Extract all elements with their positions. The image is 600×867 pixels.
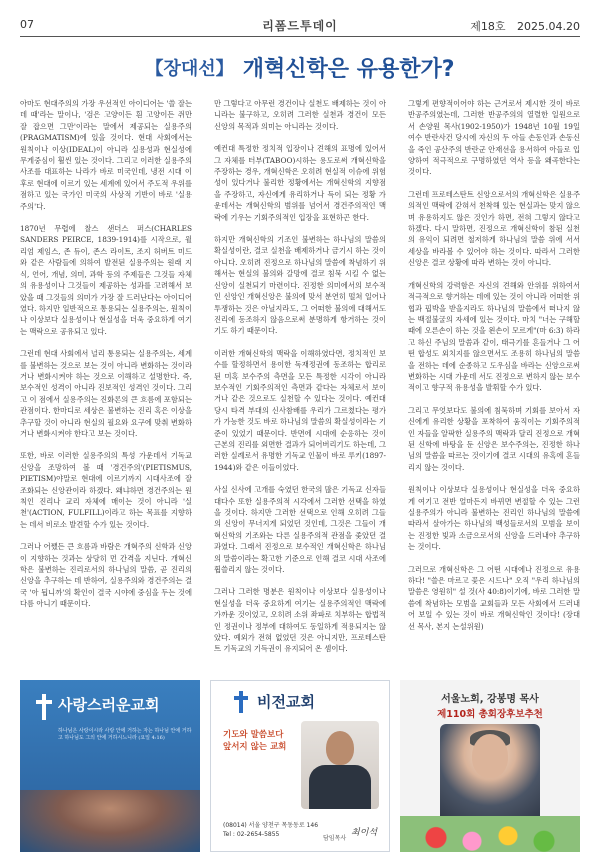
page-number: 07 bbox=[20, 18, 34, 31]
pastor-label: 담임목사 bbox=[323, 835, 347, 842]
ad-candidate-recommendation[interactable] bbox=[400, 680, 580, 852]
slogan-line-2: 앞서지 않는 교회 bbox=[223, 742, 287, 752]
church-address bbox=[223, 821, 318, 839]
church-slogan bbox=[223, 729, 286, 753]
paragraph: 또한, 바로 이러한 실용주의의 특성 가운데서 기독교 신앙을 조망하여 볼 때 '경건주의'(PIETISMUS, PIETISM)야말로 현대에 이르기까지 시대사조에 잘 조화되는 신앙관이라 하겠다. 왜냐하면 경건주의는 원칙인 진리나 교리 자체에 매이는 것이 아니라 '실천'(ACTION, FULFILL)이라고 하는 목표를 지향하는 데서 비로소 발견할 수가 있는 것이다. bbox=[20, 451, 192, 529]
cross-icon bbox=[34, 694, 54, 720]
telephone: Tel : 02-2654-5855 bbox=[223, 831, 280, 838]
pastor-signature: 최이석 bbox=[351, 828, 378, 838]
issue-date: 2025.04.20 bbox=[517, 20, 580, 33]
column-2 bbox=[214, 98, 386, 673]
paragraph: 아마도 현대주의의 가장 우선적인 아이디어는 '쓸 잘는데 때'라는 말이나, '검은 고양이든 흰 고양이든 쥐만 잘 잡으면 그만'이라는 말에서 제공되는 실용주의(PRAGMATISM)에 있을 것이다. 현대 사회에서는 원칙이나 이상(IDEAL)이 아니라 실용성과 현실성에 무게중심이 훨씬 있는 것이다. 그리고 이러한 실용주의 사조를 대표하는 나라가 바로 미국인데, 냉전 시대 이후로 현대에 이르기 있는 세계에 있어서 주도적 우위를 점하고 있는 국가인 미국의 사상적 기반이 바로 '실용주의'다. bbox=[20, 99, 192, 211]
paragraph: 만 그렇다고 아무런 경건이나 실천도 배제하는 것이 아니라는 불구하고, 오히려 그러한 실천과 경건이 모든 신앙의 목적과 의미는 아니라는 것이다. bbox=[214, 99, 386, 131]
church-name: 비전교회 bbox=[257, 693, 315, 711]
paragraph: 그리고 무엇보다도 불의에 침묵하며 기회를 보아서 자신에게 유리한 상황을 포착하여 움직이는 기회주의적인 자들을 알팍한 실용주의 맥락과 달리 진정으로 개혁된 신학에 바탕을 둔 신앙은 보수주의는, 진정한 하나님의 말씀을 따르는 것이기에 결코 시대의 유혹에 흔들리지 않는 것이다. bbox=[408, 405, 580, 472]
column-3 bbox=[408, 98, 580, 673]
presbytery-name: 서울노회, 강봉명 목사 bbox=[441, 694, 539, 705]
photo-body bbox=[309, 765, 371, 809]
page-header bbox=[20, 14, 580, 36]
paragraph: 하지만 개혁신학의 기조인 불변하는 하나님의 말씀의 확실성이란, 결코 실천을 배제하거나 금기시 하는 것이 아니다. 오히려 진정으로 하나님의 말씀에 착념하기 위해서는 현실의 불의와 갈망에 결코 침묵 시킬 수 없는 신앙이 실천되기 마련이다. 진정한 의미에서의 보수적인 신앙인 개혁신앙은 불의에 맞서 분연히 떨쳐 일어나 투쟁하는 것은 아닐지라도, 그 어떠한 불의에 대해서도 진리에 동조하지 않음으로써 분명하게 항거하는 것이기도 하기 때문이다. bbox=[214, 235, 386, 336]
paragraph: 그렇게 편향적이어야 하는 근거로서 제시한 것이 바로 반공주의였는데, 그러한 반공주의의 열렬한 일원으로서 손양원 목사(1902-1950)가 1948년 10월 19일 여수 반란사건 당시에 자신의 두 아들 손동인과 손동신을 죽인 공산주의 반란군 안재선을 용서하여 아들로 입양하여 적극적으로 구명하였던 역사 등을 왜곡한다는 것이다. bbox=[408, 99, 580, 177]
paragraph: 개혁신학의 강력함은 자신의 견해와 안위를 위하여서 적극적으로 향거하는 데에 있는 것이 아니라 어떠한 위협과 핍박을 받을지라도 하나님의 말씀에서 떠나지 않는 백절불굴의 자세에 있는 것이다. 마치 "너는 구해할 때에 오른손이 하는 것을 왼손이 모르게"(마 6:3) 하라고 하신 주님의 말씀과 같이, 태극기를 흔들거나 그 어떤 합성도 외치지를 않으면서도 조용히 하나님의 말씀을 전하는 데에 순종하고 도우심을 바라는 신앙으로써 변화하는 시대 가운데 서도 진정으로 변하지 않는 보수적이고 향구적 유용성을 발휘할 수가 있다. bbox=[408, 280, 580, 393]
issue-info bbox=[462, 18, 580, 34]
bible-verse: 하나님은 사랑이시라 사랑 안에 거하는 자는 하나님 안에 거하고 하나님도 그의 안에 거하시느니라 (요일 4:16) bbox=[58, 728, 192, 741]
paragraph: 그러나 그러한 명분은 원칙이나 이상보다 실용성이나 현실성을 더욱 중요하게 여기는 실용주의적인 맥락에 가까운 것이었고, 오히려 소위 좌파로 치부하는 합법적인 정권이나 정부에 대하여도 동일하게 적용되지는 않았다. 예외가 전혀 없었던 것은 아니지만, 프로테스탄트 기독교의 기득권이 유지되어 온 셈이다. bbox=[214, 587, 386, 654]
candidate-portrait bbox=[440, 724, 540, 824]
paragraph: 사실 신사에 고개를 숙였던 한국의 많은 기독교 신자들 대다수 또한 실용주의적 시각에서 그러한 선택을 하였을 것이다. 하지만 그러한 선택으로 인해 오히려 그들의 신앙이 무너지게 되었던 것인데, 그것은 그들이 개혁신학의 기조와는 다른 실용주의적 관점을 좇았던 결과였다. 그래서 진정으로 보수적인 개혁신학은 하나님의 말씀이라는 확고한 기준으로 인해 결코 시대 사조에 휩쓸리지 않는 것이다. bbox=[214, 485, 386, 575]
article-body bbox=[20, 98, 580, 673]
cross-icon bbox=[233, 691, 249, 713]
paragraph: 그런데 프로테스탄트 신앙으로서의 개혁신학은 실용주의적인 맥락에 갇혀서 천착해 있는 현실과는 맞지 않으며 유용하지도 않은 것인가 하면, 전혀 그렇지 않다고 하겠다. 다시 말하면, 진정으로 개혁신학이 참된 실천의 유익이 되려면 철저하게 하나님의 말씀 위에 서서 세상을 바라볼 수 있어야 하는 것이다. 따라서 그러한 신앙은 결코 상황에 따라 변하는 것이 아니다. bbox=[408, 189, 580, 268]
paragraph: 그러나 어쨌든 큰 흐름과 바람은 개혁주의 신학과 신앙이 지향하는 것과는 상당히 먼 간격을 지닌다. 개혁신학은 불변하는 진리로서의 하나님의 말씀, 곧 진리의 신앙을 추구하는 데 반하여, 실용주의와 경건주의는 결국 '아 됩니까'의 확인이 결국 시야에 중심을 두는 것에 다름 아니기 때문이다. bbox=[20, 542, 192, 609]
paragraph: 예컨대 특정한 정치적 입장이나 견해의 표명에 있어서 그 자체를 터부(TABOO)시하는 용도로써 개혁신학을 주장하는 경우, 개혁신학은 오히려 현실적 이슈에 위험성이 있다거나 불리한 정황에서는 개혁신학의 지향점을 주장하고, 자신에게 유리하거나 득이 되는 정황 가운데서는 개혁신학의 범위를 넘어서 경건주의적인 맥락에 기우는 기회주의적인 입장을 표현하곤 한다. bbox=[214, 144, 386, 222]
paragraph: 1870년 무렵에 찰스 샌더스 퍼스(CHARLES SANDERS PEIRCE, 1839-1914)를 시작으로, 윌리엄 제임스, 존 듀이, 존스 라이트, 조지 허버트 미드와 같은 사람들에 의하여 발전된 실용주의는 원래 지식, 언어, 개념, 의미, 과학 등의 주제들은 그것들 자체의 유용성이나 그것들이 제공하는 성과를 고려해서 보았을 때 그것들의 의미가 가장 잘 드러난다는 아이디어였다. 하지만 일반적으로 통용되는 실용주의는, 원칙이나 이상보다 실용성이나 현실성을 더욱 중요하게 여기는 맥락으로 공유되고 있다. bbox=[20, 224, 192, 336]
issue-number: 제18호 bbox=[470, 20, 506, 33]
portrait-head bbox=[472, 734, 508, 778]
address-line: (08014) 서울 양천구 목동동로 146 bbox=[223, 822, 319, 829]
column-1 bbox=[20, 98, 192, 673]
flower-bouquet-image bbox=[400, 816, 580, 852]
photo-head bbox=[326, 731, 354, 765]
ad-vision-church[interactable] bbox=[210, 680, 390, 852]
candidate-title: 제110회 총회장후보추천 bbox=[437, 709, 543, 720]
paragraph: 그런데 현대 사회에서 널리 통용되는 실용주의는, 세계를 불변하는 것으로 보는 것이 아니라 변화하는 것이라거나 변화시켜야 하는 것으로 이해하고 설명한다. 즉, 보수적인 성격이 아니라 진보적인 성격인 것이다. 그리고 이 점에서 실용주의는 진화론의 큰 흐름에 포함되는 관점이다. 한마디로 세상은 불변하는 진리 혹은 이상을 추구할 것이 아니라 현실의 필요와 요구에 맞춰 변화하거나 변화시켜야 한다고 보는 것이다. bbox=[20, 349, 192, 438]
advertisement-row bbox=[20, 680, 580, 852]
paragraph: 원칙이나 이상보다 실용성이나 현실성을 더욱 중요하게 여기고 전반 얼마든지 바뀌면 변절할 수 있는 그런 실용주의가 아니라 불변하는 진리인 하나님의 말씀에 따라서 살아가는 하나님의 백성들로서의 모범을 보이는 진정한 빛과 소금으로서의 신앙을 드러내야 추구하는 것이다. bbox=[408, 485, 580, 552]
newspaper-name: 리폼드투데이 bbox=[262, 19, 338, 33]
praying-hands-image bbox=[20, 790, 200, 852]
pastor-photo bbox=[301, 721, 379, 809]
paragraph: 그러므로 개혁신학은 그 어떤 시대에나 진정으로 유용하다! "쓸은 마르고 꽃은 시드나" 오직 "우리 하나님의 말씀은 영원히" 설 것(사 40:8)이기에, 바로 그러한 말씀에 착념하는 모범을 교회들과 모든 사회에서 드러내어 보일 수 있는 것이 바로 개혁신학인 것이다! (장대선 목사, 본지 논설위원) bbox=[408, 564, 580, 631]
church-name: 사랑스러운교회 bbox=[58, 696, 160, 714]
paragraph: 이러한 개혁신학의 맥락을 이해하였다면, 정치적인 보수를 할정하면서 용이한 독재정권에 동조하는 합리로 된 미혹 보수주의 측면을 모든 특정한 시각이 아니라 보수적인 기회주의적인 측면과 같다는 자체로서 보이거나 같은 것으로도 실천할 수 있다는 것이다. 예컨대 당시 타격 부대의 신사참배를 우리가 그르쳤다는 평가가 가능한 것도 바로 하나님의 말씀의 확실성이라는 기준이 있었기 때문이다. 반면에 시대에 순응하는 것이 근본의 진리를 외면한 결과가 되어버리기도 하는데, 그러한 실례로서 유명한 기독교 인물이 바로 루키(1897-1944)와 같은 이들이었다. bbox=[214, 348, 386, 472]
article-title: 개혁신학은 유용한가? bbox=[242, 57, 455, 82]
ad-sarangseureoun-church[interactable] bbox=[20, 680, 200, 852]
author-kicker: 【장대선】 bbox=[145, 58, 234, 80]
header-divider bbox=[20, 36, 580, 37]
slogan-line-1: 기도와 말씀보다 bbox=[223, 730, 284, 740]
article-headline bbox=[0, 52, 600, 83]
